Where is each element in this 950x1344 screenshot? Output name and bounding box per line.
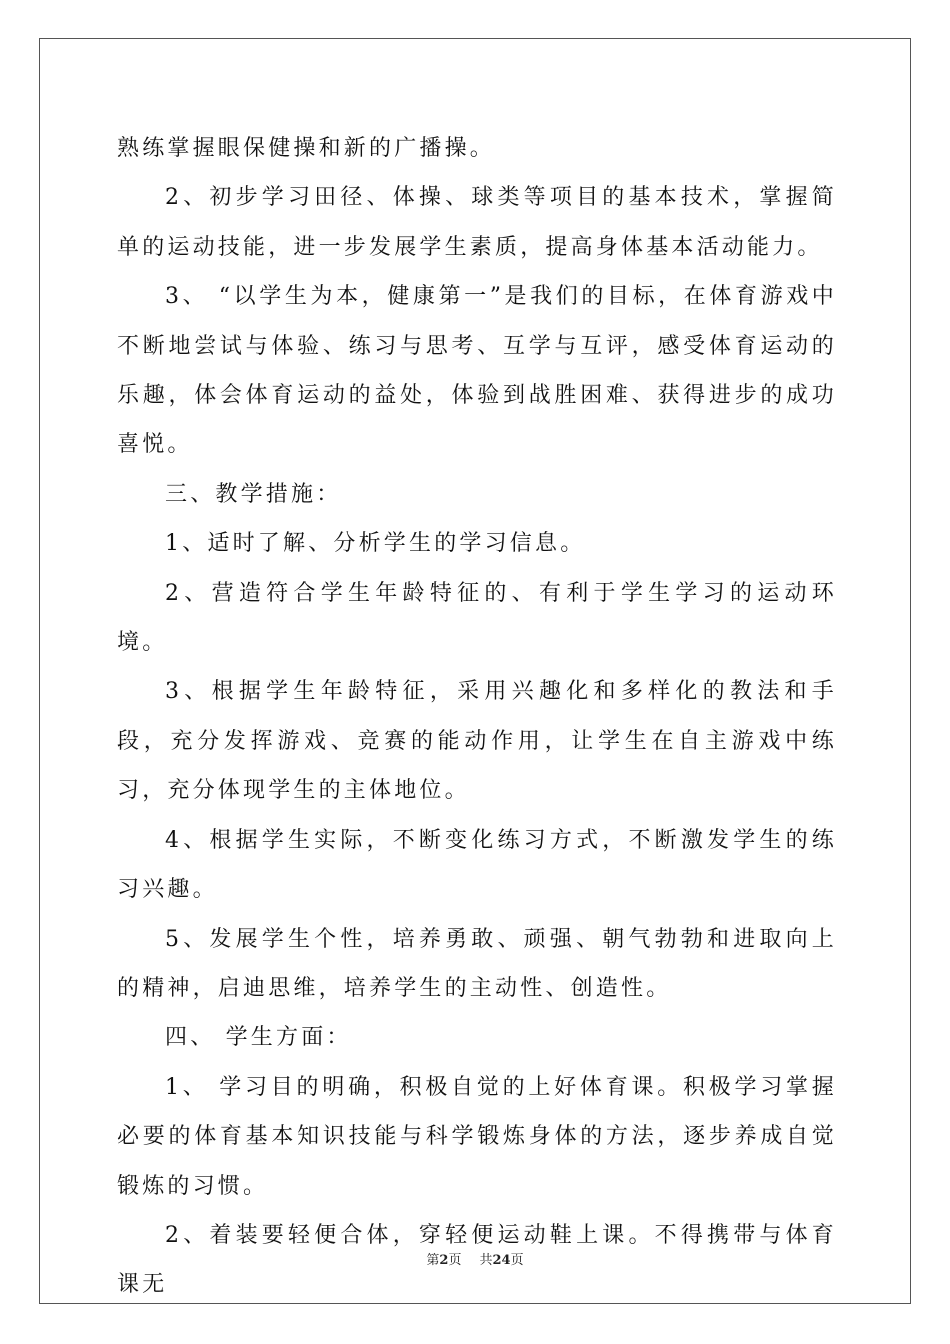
paragraph-5: 1、适时了解、分析学生的学习信息。 [165, 531, 586, 557]
section-heading-students: 四、 学生方面： [165, 1025, 352, 1051]
total-suffix: 页 [510, 1253, 524, 1268]
page-footer [0, 1249, 950, 1268]
section-heading-measures: 三、教学措施： [165, 481, 342, 507]
paragraph-7: 3、根据学生年龄特征，采用兴趣化和多样化的教法和手段，充分发挥游戏、竞赛的能动作用，让学生在自主游戏中练习，充分体现学生的主体地位。 [117, 679, 837, 804]
paragraph-8: 4、根据学生实际，不断变化练习方式，不断激发学生的练习兴趣。 [117, 827, 837, 903]
paragraph-1: 熟练掌握眼保健操和新的广播操。 [117, 136, 496, 161]
total-prefix: 共 [479, 1253, 493, 1268]
paragraph-12: 2、着装要轻便合体，穿轻便运动鞋上课。不得携带与体育课无 [117, 1222, 837, 1298]
page-number: 2 [439, 1253, 449, 1268]
paragraph-11: 1、 学习目的明确，积极自觉的上好体育课。积极学习掌握必要的体育基本知识技能与科学锻炼身体的方法，逐步养成自觉锻炼的习惯。 [117, 1074, 837, 1199]
paragraph-9: 5、发展学生个性，培养勇敢、顽强、朝气勃勃和进取向上的精神，启迪思维，培养学生的主动性、创造性。 [117, 926, 837, 1001]
paragraph-3: 3、 “以学生为本，健康第一”是我们的目标，在体育游戏中不断地尝试与体验、练习与思考、互学与互评，感受体育运动的乐趣，体会体育运动的益处，体验到战胜困难、获得进步的成功喜悦。 [117, 284, 837, 458]
document-body [117, 124, 837, 1310]
paragraph-2: 2、初步学习田径、体操、球类等项目的基本技术，掌握简单的运动技能，进一步发展学生素质，提高身体基本活动能力。 [117, 185, 837, 260]
total-pages: 24 [492, 1253, 511, 1268]
paragraph-6: 2、营造符合学生年龄特征的、有利于学生学习的运动环境。 [117, 580, 837, 656]
page-suffix: 页 [448, 1253, 462, 1268]
page-prefix: 第 [426, 1253, 440, 1268]
